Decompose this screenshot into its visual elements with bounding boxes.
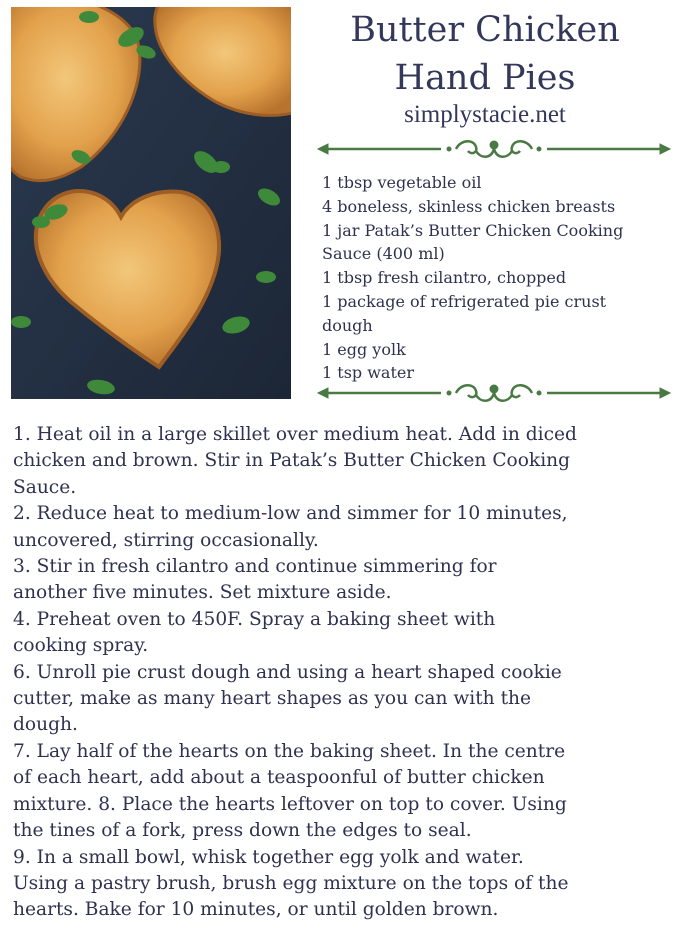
ingredient-line: 1 tsp water xyxy=(322,363,415,383)
instruction-line: dough. xyxy=(13,714,78,736)
ingredient-list xyxy=(322,171,678,385)
instruction-line: 9. In a small bowl, whisk together egg yolk and water. xyxy=(13,846,524,868)
instruction-line: 7. Lay half of the hearts on the baking sheet. In the centre xyxy=(13,740,566,762)
recipe-title-line-2: Hand Pies xyxy=(394,58,576,98)
instruction-line: cooking spray. xyxy=(13,635,149,657)
site-name: simplystacie.net xyxy=(404,101,566,128)
instruction-line: the tines of a fork, press down the edges to seal. xyxy=(13,820,472,842)
instruction-line: of each heart, add about a teaspoonful of butter chicken xyxy=(13,767,545,789)
instruction-line: 2. Reduce heat to medium-low and simmer for 10 minutes, xyxy=(13,503,568,525)
ornament-divider-bottom xyxy=(316,381,672,405)
ingredient-line: dough xyxy=(322,315,373,335)
ingredient-line: 1 egg yolk xyxy=(322,339,406,359)
instruction-line: 1. Heat oil in a large skillet over medium heat. Add in diced xyxy=(13,424,577,445)
hand-pies-illustration xyxy=(11,7,291,399)
ingredient-line: Sauce (400 ml) xyxy=(322,244,445,264)
hand-pies-photo xyxy=(11,7,291,399)
ingredient-line: 1 tbsp vegetable oil xyxy=(322,173,482,192)
ingredient-line: 4 boneless, skinless chicken breasts xyxy=(322,196,616,216)
instruction-line: 6. Unroll pie crust dough and using a heart shaped cookie xyxy=(13,661,562,683)
instruction-line: Sauce. xyxy=(13,476,77,498)
instruction-line: Using a pastry brush, brush egg mixture on the tops of the xyxy=(13,872,569,894)
ingredient-line: 1 package of refrigerated pie crust xyxy=(322,291,607,311)
instruction-line: cutter, make as many heart shapes as you can with the xyxy=(13,688,532,710)
instruction-line: another five minutes. Set mixture aside. xyxy=(13,582,392,604)
instruction-line: 4. Preheat oven to 450F. Spray a baking sheet with xyxy=(13,608,496,630)
ornament-divider-top xyxy=(316,137,672,161)
instruction-line: hearts. Bake for 10 minutes, or until golden brown. xyxy=(13,899,499,921)
recipe-title-line-1: Butter Chicken xyxy=(350,10,620,50)
instructions xyxy=(13,422,675,924)
ingredient-line: 1 jar Patak’s Butter Chicken Cooking xyxy=(322,220,624,240)
instruction-line: mixture. 8. Place the hearts leftover on top to cover. Using xyxy=(13,793,567,815)
instruction-line: 3. Stir in fresh cilantro and continue simmering for xyxy=(13,556,497,578)
ingredient-line: 1 tbsp fresh cilantro, chopped xyxy=(322,268,567,288)
instruction-line: uncovered, stirring occasionally. xyxy=(13,529,319,551)
instruction-line: chicken and brown. Stir in Patak’s Butter Chicken Cooking xyxy=(13,450,571,472)
recipe-title xyxy=(300,6,670,102)
